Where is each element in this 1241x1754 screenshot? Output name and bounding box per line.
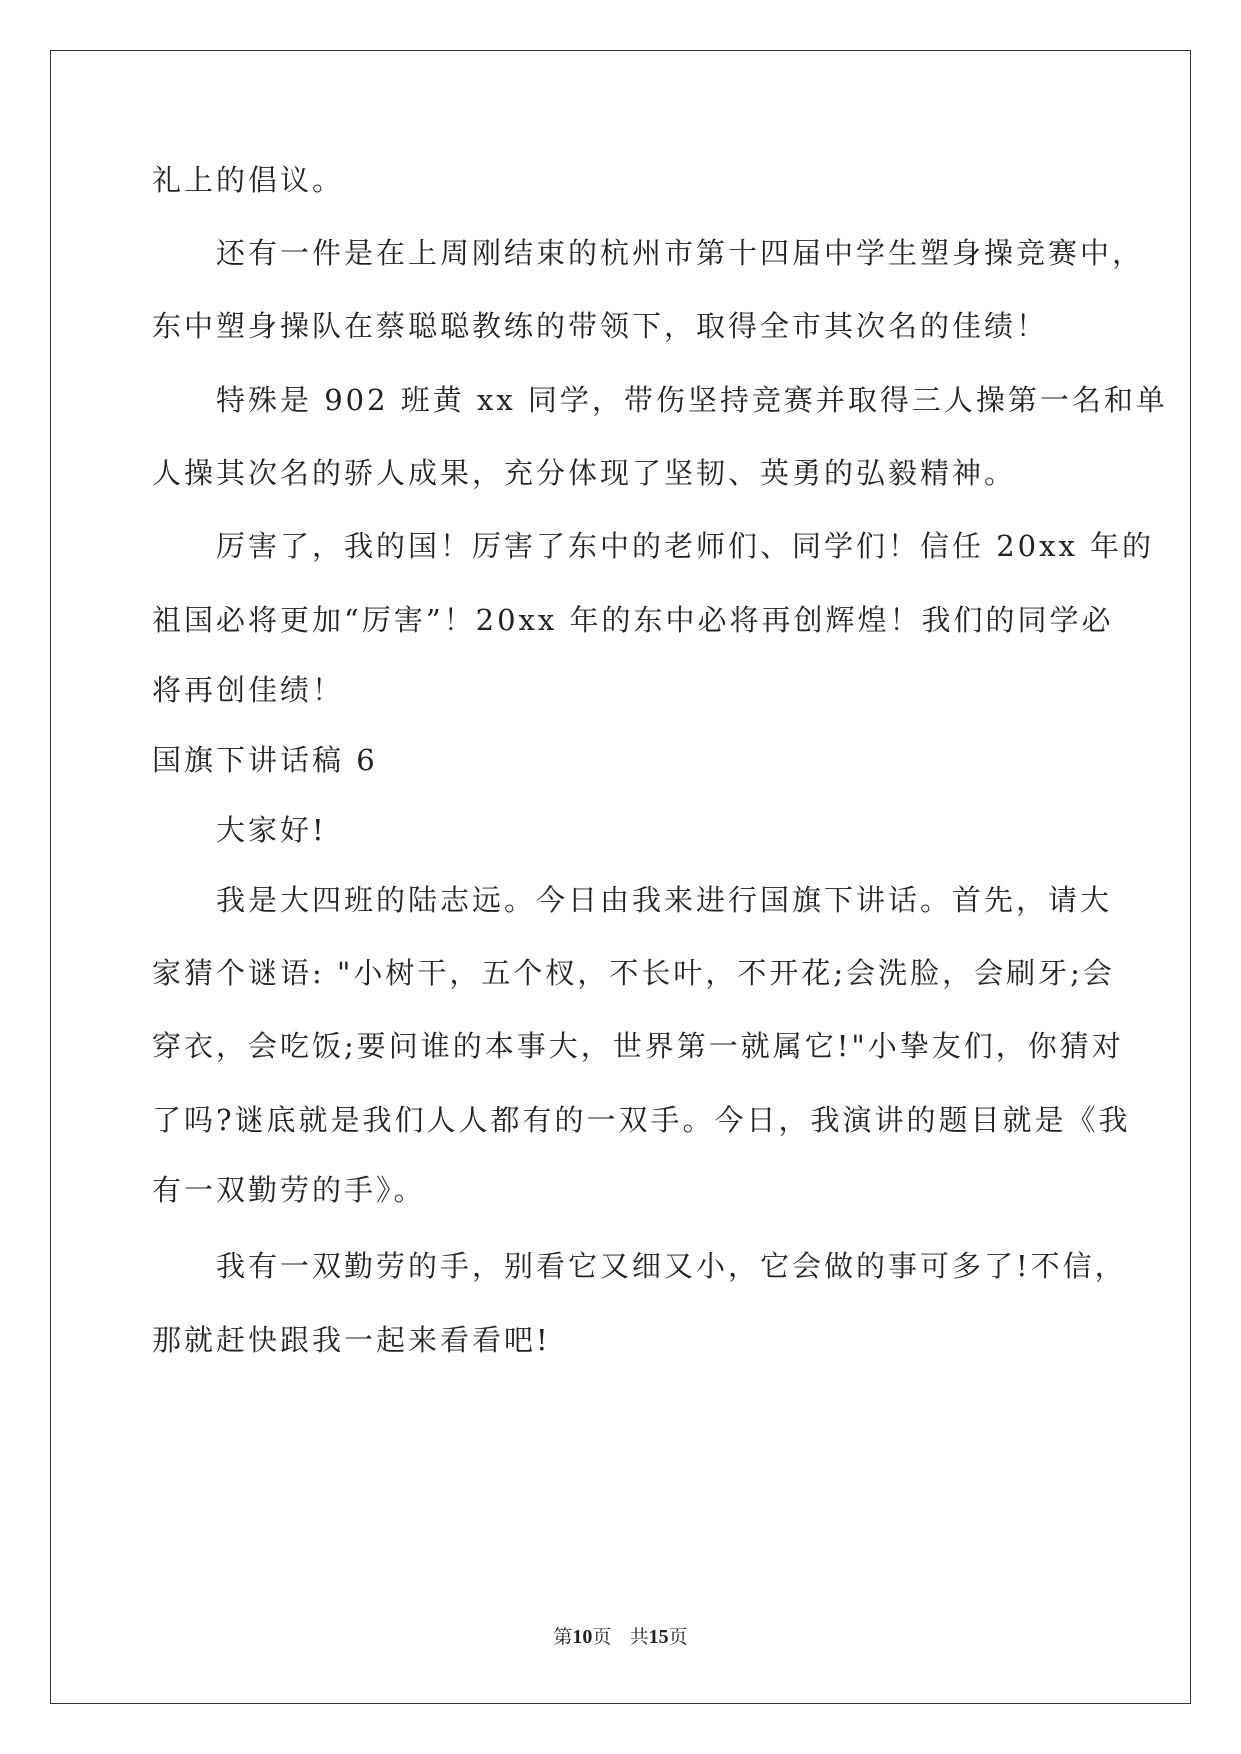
total-prefix: 共 [629, 1626, 649, 1648]
page-footer [0, 1622, 1241, 1649]
text-line: 大家好! [152, 813, 327, 847]
text-line: 将再创佳绩！ [152, 673, 345, 707]
text-line: 人操其次名的骄人成果，充分体现了坚韧、英勇的弘毅精神。 [152, 456, 1017, 490]
text-line: 厉害了，我的国！厉害了东中的老师们、同学们！信任 20xx 年的 [152, 529, 1155, 563]
text-line: 我有一双勤劳的手，别看它又细又小，它会做的事可多了!不信， [152, 1249, 1127, 1283]
total-pages: 15 [648, 1626, 669, 1648]
text-line: 了吗?谜底就是我们人人都有的一双手。今日，我演讲的题目就是《我 [152, 1103, 1131, 1137]
text-line: 穿衣，会吃饭;要问谁的本事大，世界第一就属它!"小挚友们，你猜对 [152, 1029, 1124, 1063]
text-line: 有一双勤劳的手》。 [152, 1173, 426, 1207]
section-heading: 国旗下讲话稿 6 [152, 743, 378, 777]
text-line: 特殊是 902 班黄 xx 同学，带伤坚持竞赛并取得三人操第一名和单 [152, 383, 1168, 417]
page-number: 10 [572, 1626, 593, 1648]
text-line: 家猜个谜语: "小树干，五个杈，不长叶，不开花;会洗脸，会刷牙;会 [152, 956, 1115, 990]
text-line: 那就赶快跟我一起来看看吧! [152, 1323, 551, 1357]
text-line: 还有一件是在上周刚结束的杭州市第十四届中学生塑身操竞赛中， [152, 236, 1145, 270]
total-suffix: 页 [668, 1626, 688, 1648]
page-suffix: 页 [592, 1626, 612, 1648]
text-line: 礼上的倡议。 [152, 163, 345, 197]
text-line: 东中塑身操队在蔡聪聪教练的带领下，取得全市其次名的佳绩！ [152, 309, 1049, 343]
page-prefix: 第 [553, 1626, 573, 1648]
text-line: 我是大四班的陆志远。今日由我来进行国旗下讲话。首先，请大 [152, 883, 1113, 917]
page-border [50, 50, 1191, 1704]
text-line: 祖国必将更加“厉害”！20xx 年的东中必将再创辉煌！我们的同学必 [152, 603, 1114, 637]
